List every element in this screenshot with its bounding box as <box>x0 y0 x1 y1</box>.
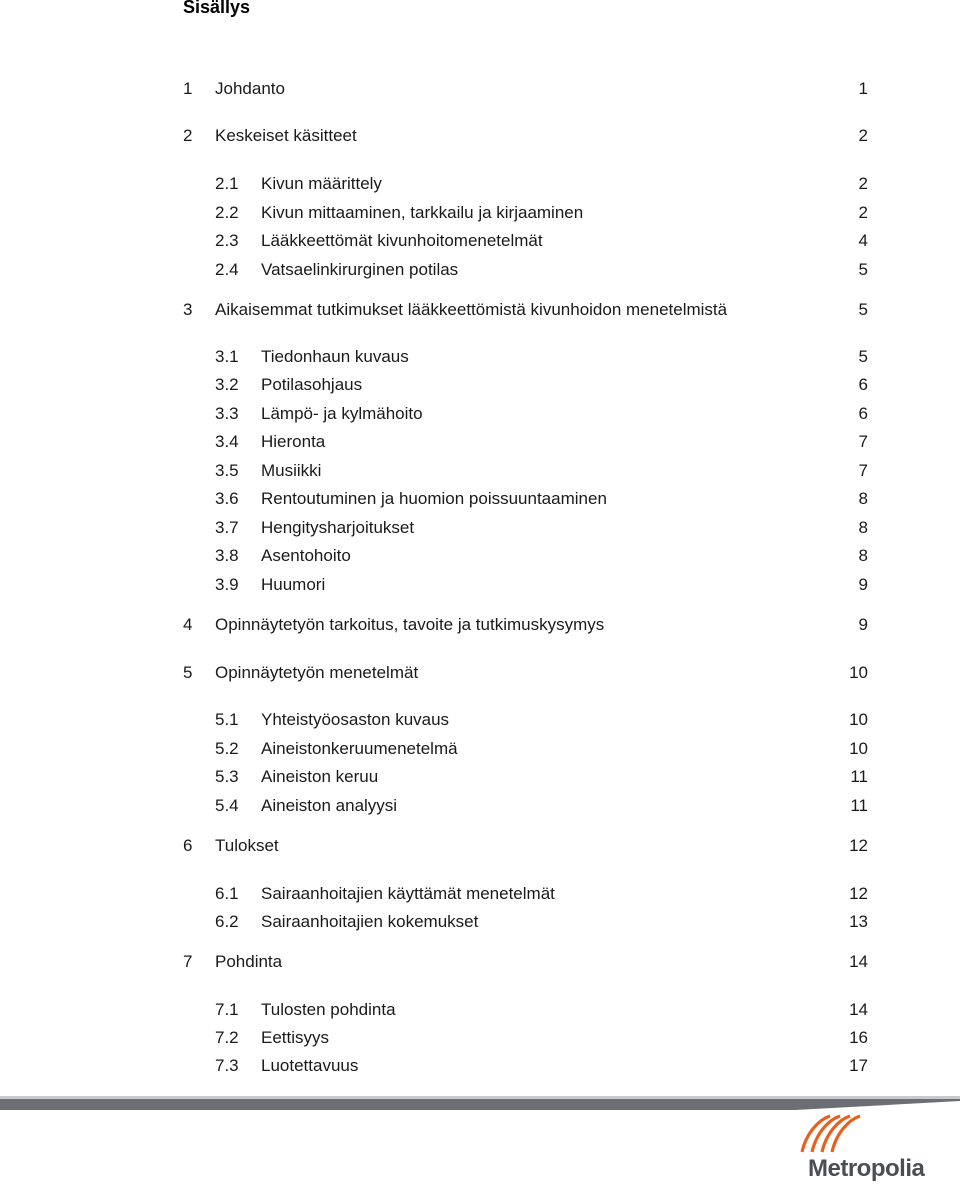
toc-entry-number: 2.1 <box>215 174 239 193</box>
toc-entry[interactable] <box>0 1054 960 1078</box>
toc-entry-page: 1 <box>858 79 868 98</box>
toc-entry-number: 5.2 <box>215 739 239 758</box>
page-title: Sisällys <box>183 0 251 17</box>
footer-bar-light <box>0 1096 960 1099</box>
toc-entry[interactable] <box>0 661 960 685</box>
toc-entry-number: 7 <box>183 952 193 971</box>
toc-entry[interactable] <box>0 258 960 282</box>
toc-entry[interactable] <box>0 345 960 369</box>
toc-entry-number: 2 <box>183 126 193 145</box>
toc-entry[interactable] <box>0 573 960 597</box>
toc-entry-label: Keskeiset käsitteet <box>215 126 357 145</box>
toc-entry[interactable] <box>0 516 960 540</box>
toc-entry-number: 3.9 <box>215 575 239 594</box>
toc-entry[interactable] <box>0 77 960 101</box>
toc-entry-label: Huumori <box>261 575 326 594</box>
toc-entry-page: 12 <box>849 884 868 903</box>
toc-entry-number: 6.1 <box>215 884 239 903</box>
toc-entry-number: 6.2 <box>215 912 239 931</box>
toc-entry-number: 7.2 <box>215 1028 239 1047</box>
toc-entry[interactable] <box>0 487 960 511</box>
toc-entry[interactable] <box>0 298 960 322</box>
toc-entry-number: 2.2 <box>215 203 239 222</box>
toc-entry-page: 10 <box>849 739 868 758</box>
toc-entry-page: 6 <box>858 375 868 394</box>
toc-entry-label: Eettisyys <box>261 1028 330 1047</box>
toc-entry-page: 17 <box>849 1056 868 1075</box>
toc-entry[interactable] <box>0 229 960 253</box>
toc-entry[interactable] <box>0 402 960 426</box>
toc-entry-label: Luotettavuus <box>261 1056 359 1075</box>
toc-entry-label: Kivun mittaaminen, tarkkailu ja kirjaaminen <box>261 203 584 222</box>
toc-entry-number: 3.8 <box>215 546 239 565</box>
toc-entry-label: Sairaanhoitajien käyttämät menetelmät <box>261 884 555 903</box>
toc-entry-number: 2.4 <box>215 260 239 279</box>
toc-entry-page: 10 <box>849 663 868 682</box>
toc-entry[interactable] <box>0 1026 960 1050</box>
toc-entry-label: Johdanto <box>215 79 285 98</box>
toc-entry-label: Lämpö- ja kylmähoito <box>261 404 423 423</box>
toc-entry-page: 9 <box>858 615 868 634</box>
toc-entry-number: 3.5 <box>215 461 239 480</box>
toc-entry-page: 5 <box>858 347 868 366</box>
toc-entry-page: 5 <box>858 300 868 319</box>
toc-entry-page: 8 <box>858 546 868 565</box>
toc-entry-label: Aineiston keruu <box>261 767 379 786</box>
toc-entry-page: 6 <box>858 404 868 423</box>
toc-entry-number: 7.3 <box>215 1056 239 1075</box>
toc-entry-label: Hieronta <box>261 432 326 451</box>
toc-entry-label: Kivun määrittely <box>261 174 382 193</box>
toc-entry-label: Aikaisemmat tutkimukset lääkkeettömistä kivunhoidon menetelmistä <box>215 300 728 319</box>
toc-entry-label: Opinnäytetyön tarkoitus, tavoite ja tutkimuskysymys <box>215 615 605 634</box>
toc-entry-label: Tulosten pohdinta <box>261 1000 396 1019</box>
toc-entry[interactable] <box>0 613 960 637</box>
toc-entry[interactable] <box>0 201 960 225</box>
toc-entry-page: 9 <box>858 575 868 594</box>
toc-entry-label: Sairaanhoitajien kokemukset <box>261 912 479 931</box>
toc-entry-number: 3.7 <box>215 518 239 537</box>
toc-entry-number: 3.6 <box>215 489 239 508</box>
toc-entry-page: 2 <box>858 126 868 145</box>
toc-entry-label: Pohdinta <box>215 952 283 971</box>
toc-entry-number: 7.1 <box>215 1000 239 1019</box>
toc-entry-number: 3.3 <box>215 404 239 423</box>
toc-entry-label: Lääkkeettömät kivunhoitomenetelmät <box>261 231 543 250</box>
toc-entry[interactable] <box>0 950 960 974</box>
toc-entry-label: Potilasohjaus <box>261 375 363 394</box>
toc-entry-label: Vatsaelinkirurginen potilas <box>261 260 459 279</box>
footer-bar-dark <box>0 1099 960 1110</box>
toc-entry-page: 14 <box>849 1000 868 1019</box>
toc-entry-number: 1 <box>183 79 193 98</box>
toc-entry-page: 14 <box>849 952 868 971</box>
toc-entry[interactable] <box>0 765 960 789</box>
toc-entry[interactable] <box>0 708 960 732</box>
toc-entry-page: 8 <box>858 518 868 537</box>
toc-entry-label: Rentoutuminen ja huomion poissuuntaaminen <box>261 489 607 508</box>
toc-entry-page: 12 <box>849 836 868 855</box>
toc-entry-number: 3 <box>183 300 193 319</box>
toc-entry[interactable] <box>0 794 960 818</box>
toc-entry-number: 5.1 <box>215 710 239 729</box>
toc-entry-number: 5.3 <box>215 767 239 786</box>
toc-entry[interactable] <box>0 373 960 397</box>
toc-entry-page: 7 <box>858 461 868 480</box>
logo-wordmark: Metropolia <box>808 1155 925 1182</box>
toc-entry[interactable] <box>0 882 960 906</box>
footer-bar <box>0 1096 960 1110</box>
toc-entry[interactable] <box>0 737 960 761</box>
toc-entry-label: Tiedonhaun kuvaus <box>261 347 409 366</box>
toc-entry-page: 11 <box>850 796 868 815</box>
toc-entry-label: Hengitysharjoitukset <box>261 518 415 537</box>
toc-entry-page: 10 <box>849 710 868 729</box>
toc-entry[interactable] <box>0 459 960 483</box>
toc-entry-page: 2 <box>858 203 868 222</box>
toc-entry-number: 3.2 <box>215 375 239 394</box>
toc-entry[interactable] <box>0 430 960 454</box>
toc-entry-number: 5.4 <box>215 796 239 815</box>
toc-entry[interactable] <box>0 544 960 568</box>
toc-entry-number: 2.3 <box>215 231 239 250</box>
toc-entry-label: Aineiston analyysi <box>261 796 398 815</box>
toc-entry-page: 11 <box>850 767 868 786</box>
toc-entry[interactable] <box>0 172 960 196</box>
toc-entry[interactable] <box>0 124 960 148</box>
toc-entry-number: 3.1 <box>215 347 239 366</box>
toc-entry-number: 4 <box>183 615 193 634</box>
toc-entry[interactable] <box>0 998 960 1022</box>
toc-entry-label: Asentohoito <box>261 546 351 565</box>
toc-entry-label: Opinnäytetyön menetelmät <box>215 663 419 682</box>
toc-entry-number: 5 <box>183 663 193 682</box>
toc-entry[interactable] <box>0 834 960 858</box>
toc-entry-number: 3.4 <box>215 432 239 451</box>
toc-entry-page: 4 <box>858 231 868 250</box>
toc-entry-label: Yhteistyöosaston kuvaus <box>261 710 450 729</box>
toc-entry-page: 8 <box>858 489 868 508</box>
toc-entry-number: 6 <box>183 836 193 855</box>
toc-entry-page: 5 <box>858 260 868 279</box>
toc-entry-label: Aineistonkeruumenetelmä <box>261 739 458 758</box>
toc-entry-page: 7 <box>858 432 868 451</box>
toc-entry-page: 2 <box>858 174 868 193</box>
toc-entry-label: Tulokset <box>215 836 279 855</box>
toc-entry-page: 13 <box>849 912 868 931</box>
toc-entry-label: Musiikki <box>261 461 322 480</box>
toc-entry[interactable] <box>0 910 960 934</box>
toc-entry-page: 16 <box>849 1028 868 1047</box>
